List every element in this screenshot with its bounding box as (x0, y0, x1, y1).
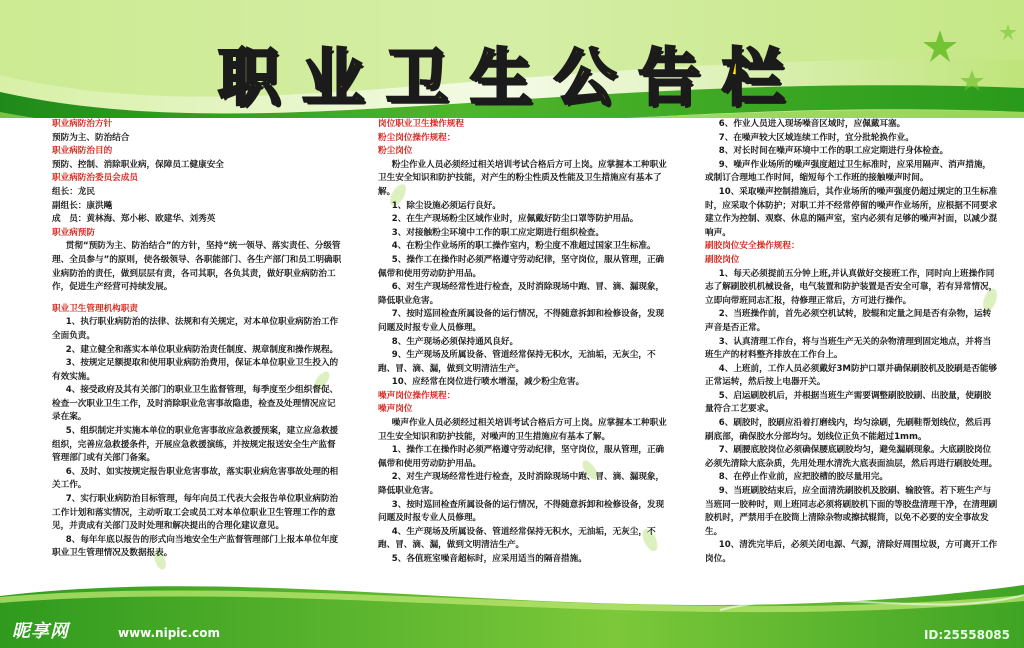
list-item: 2、在生产现场粉尘区域作业时，应佩戴好防尘口罩等防护用品。 (391, 214, 639, 225)
section-heading: 噪声岗位操作规程： (378, 390, 456, 401)
watermark-id: ID:25558085 (923, 628, 1010, 642)
list-item: 8、每年年底以报告的形式向当地安全生产监督管理部门上报本单位年度职业卫生管理情况及数据报表。 (52, 534, 339, 559)
list-item: 8、在停止作业前，应把胶槽的胶尽量用完。 (718, 472, 889, 483)
list-item: 4、接受政府及其有关部门的职业卫生监督管理，每季度至少组织督促、检查一次职业卫生工作，及时消除职业危害事故隐患，检查及处理情况应记录在案。 (52, 385, 339, 423)
list-item: 5、启运刷胶机后，并根据当班生产需要调整刷胶胶刷、出胶量，使刷胶量符合工艺要求。 (705, 390, 992, 415)
committee-leader: 组长：龙民 (52, 186, 95, 197)
list-item: 3、对接触粉尘环境中工作的职工应定期进行组织检查。 (391, 227, 604, 238)
section-subheading: 粉尘岗位 (378, 146, 413, 157)
section-heading: 职业病防治委员会成员 (52, 173, 138, 184)
committee-members: 成 员：黄林海、郑小彬、欧建华、刘秀英 (52, 214, 216, 225)
list-item: 2、对生产现场经常性进行检查，及时消除现场中跑、冒、滴、漏现象，降低职业危害。 (378, 472, 665, 497)
list-item: 3、认真清理工作台，将与当班生产无关的杂物清理到固定地点，并将当班生产的材料整齐排放在工作台上。 (705, 336, 992, 361)
policy-text: 预防为主、防治结合 (52, 132, 130, 143)
list-item: 1、每天必须提前五分钟上班,并认真做好交接班工作，同时向上班操作同志了解刷胶机机械设备，电气装置和防护装置是否安全可靠，若有异常情况，立即向带班同志汇报，待修理正常后，方可进行操作。 (705, 268, 998, 306)
list-item: 8、对长时间在噪声环境中工作的职工应定期进行身体检查。 (718, 146, 949, 157)
list-item: 10、应经常在岗位进行喷水增湿，减少粉尘危害。 (391, 377, 585, 388)
section-heading: 粉尘岗位操作规程： (378, 132, 456, 143)
noise-intro: 噪声作业人员必须经过相关培训考试合格后方可上岗。应掌握本工种职业卫生安全知识和防护技能，对噪声的卫生措施应有基本了解。 (378, 418, 667, 442)
list-item: 1、除尘设施必须运行良好。 (391, 200, 501, 211)
list-item: 7、按时巡回检查所属设备的运行情况，不得随意拆卸和检修设备，发现问题及时报专业人员修理。 (378, 309, 665, 333)
list-item: 1、操作工在操作时必须严格遵守劳动纪律，坚守岗位，服从管理，正确佩带和使用劳动防护用品。 (378, 445, 665, 469)
list-item: 6、对生产现场经常性进行检查，及时消除现场中跑、冒、滴、漏现象，降低职业危害。 (378, 282, 665, 306)
committee-deputy: 副组长：康洪飚 (52, 200, 113, 211)
section-heading: 职业病防治方针 (52, 119, 113, 129)
watermark-site-name: 昵享网 (12, 621, 69, 642)
section-subheading: 刷胶岗位 (705, 254, 740, 265)
section-heading: 刷胶岗位安全操作规程： (705, 241, 800, 252)
list-item: 3、按时巡回检查所属设备的运行情况，不得随意拆卸和检修设备，发现问题及时报专业人员修理。 (378, 499, 665, 524)
list-item: 8、生产现场必须保持通风良好。 (391, 336, 519, 347)
list-item: 9、噪声作业场所的噪声强度超过卫生标准时，应采用隔声、消声措施，或制订合理地工作时间，缩短每个工作班的接触噪声时间。 (705, 159, 992, 184)
list-item: 4、在粉尘作业场所的职工操作室内，粉尘度不准超过国家卫生标准。 (391, 241, 656, 252)
column-left (52, 118, 344, 614)
list-item: 9、生产现场及所属设备、管道经常保持无积水，无油垢，无灰尘，不跑、冒、滴、漏，做到文明清洁生产。 (378, 350, 656, 374)
section-subheading: 噪声岗位 (378, 404, 413, 415)
section-heading: 岗位职业卫生操作规程 (378, 119, 464, 129)
list-item: 10、清洗完毕后，必须关闭电源、气源，清除好周围垃圾，方可离开工作岗位。 (705, 540, 998, 564)
list-item: 2、建立健全和落实本单位职业病防治责任制度、规章制度和操作规程。 (65, 344, 339, 355)
list-item: 3、按规定足额提取和使用职业病防治费用，保证本单位职业卫生投入的有效实施。 (52, 358, 339, 382)
dust-intro: 粉尘作业人员必须经过相关培训考试合格后方可上岗。应掌握本工种职业卫生安全知识和防护技能，对产生的粉尘性质及性能及卫生措施应有基本了解。 (378, 159, 667, 197)
list-item: 6、作业人员进入现场噪音区域时，应佩戴耳塞。 (718, 119, 906, 129)
list-item: 6、刷胶时，胶刷应沿着打磨线内，均匀涂刷，先刷鞋帮划线位，然后再刷底部，确保胶水分部均匀。划线位正负不能超过1mm。 (705, 418, 992, 442)
list-item: 7、刷腰底胶岗位必须确保腰底刷胶均匀，避免漏刷现象。大底刷胶岗位必须先清除大底杂质，先用处理水清洗大底表面油层，然后再进行刷胶处理。 (705, 445, 998, 469)
list-item: 10、采取噪声控制措施后，其作业场所的噪声强度仍超过规定的卫生标准时，应采取个体防护；对职工并不经常停留的噪声作业场所，应根据不同要求建立作为控制、观察、休息的隔声室，室内必须有足够的噪声衬面，以减少混响声。 (705, 186, 998, 238)
list-item: 7、在噪声较大区域连续工作时，宜分批轮换作业。 (718, 132, 914, 143)
purpose-text: 预防、控制、消除职业病，保障员工健康安全 (52, 159, 224, 170)
list-item: 5、操作工在操作时必须严格遵守劳动纪律，坚守岗位，服从管理，正确佩带和使用劳动防护用品。 (378, 254, 665, 279)
prevention-text: 贯彻“预防为主、防治结合”的方针，坚持“统一领导、落实责任、分级管理、全员参与”的原则，使各级领导、各职能部门、各生产部门和员工明确职业病防治的责任，做到层层有责，各司其职，各负其责，做好职业病防治工作，促进生产经营可持续发展。 (52, 241, 342, 293)
list-item: 2、当班操作前，首先必须空机试转，胶辊和定量之间是否有杂物，运转声音是否正常。 (705, 309, 992, 333)
section-heading: 职业病防治目的 (52, 146, 113, 157)
watermark-url: www.nipic.com (118, 626, 220, 640)
column-right (705, 118, 999, 614)
list-item: 7、实行职业病防治目标管理，每年向员工代表大会报告单位职业病防治工作计划和落实情况，主动听取工会或员工对本单位职业卫生管理工作的意见，并责成有关部门及时处理和解决提出的合理化建议意见。 (52, 494, 339, 532)
column-middle (378, 118, 670, 614)
list-item: 1、执行职业病防治的法律、法规和有关规定，对本单位职业病防治工作全面负责。 (52, 317, 339, 341)
section-heading: 职业卫生管理机构职责 (52, 303, 138, 314)
list-item: 9、当班刷胶结束后，应全面清洗刷胶机及胶刷、输胶管。若下班生产与当班同一胶种时，则上班同志必须将刷胶机下面的等胶盘清理干净，在清理刷胶机时，严禁用手在胶筒上清除杂物或擦拭辊筒，以免不必要的安全事故发生。 (705, 486, 998, 537)
section-heading: 职业病预防 (52, 227, 95, 238)
list-item: 4、生产现场及所属设备、管道经常保持无积水，无油垢，无灰尘，不跑、冒、滴、漏，做到文明清洁生产。 (378, 526, 656, 551)
list-item: 4、上班前，工作人员必须戴好3M防护口罩并确保刷胶机及胶刷是否能够正常运转，然后按上电器开关。 (705, 363, 998, 388)
list-item: 6、及时、如实按规定报告职业危害事故，落实职业病危害事故处理的相关工作。 (52, 466, 339, 491)
list-item: 5、各值班室噪音超标时，应采用适当的隔音措施。 (391, 554, 587, 564)
board-title: 职业卫生公告栏 (217, 41, 806, 114)
list-item: 5、组织制定并实施本单位的职业危害事故应急救援预案，建立应急救援组织，完善应急救援条件，开展应急救援演练，并按规定报送安全生产监督管理部门或有关部门备案。 (52, 426, 339, 464)
